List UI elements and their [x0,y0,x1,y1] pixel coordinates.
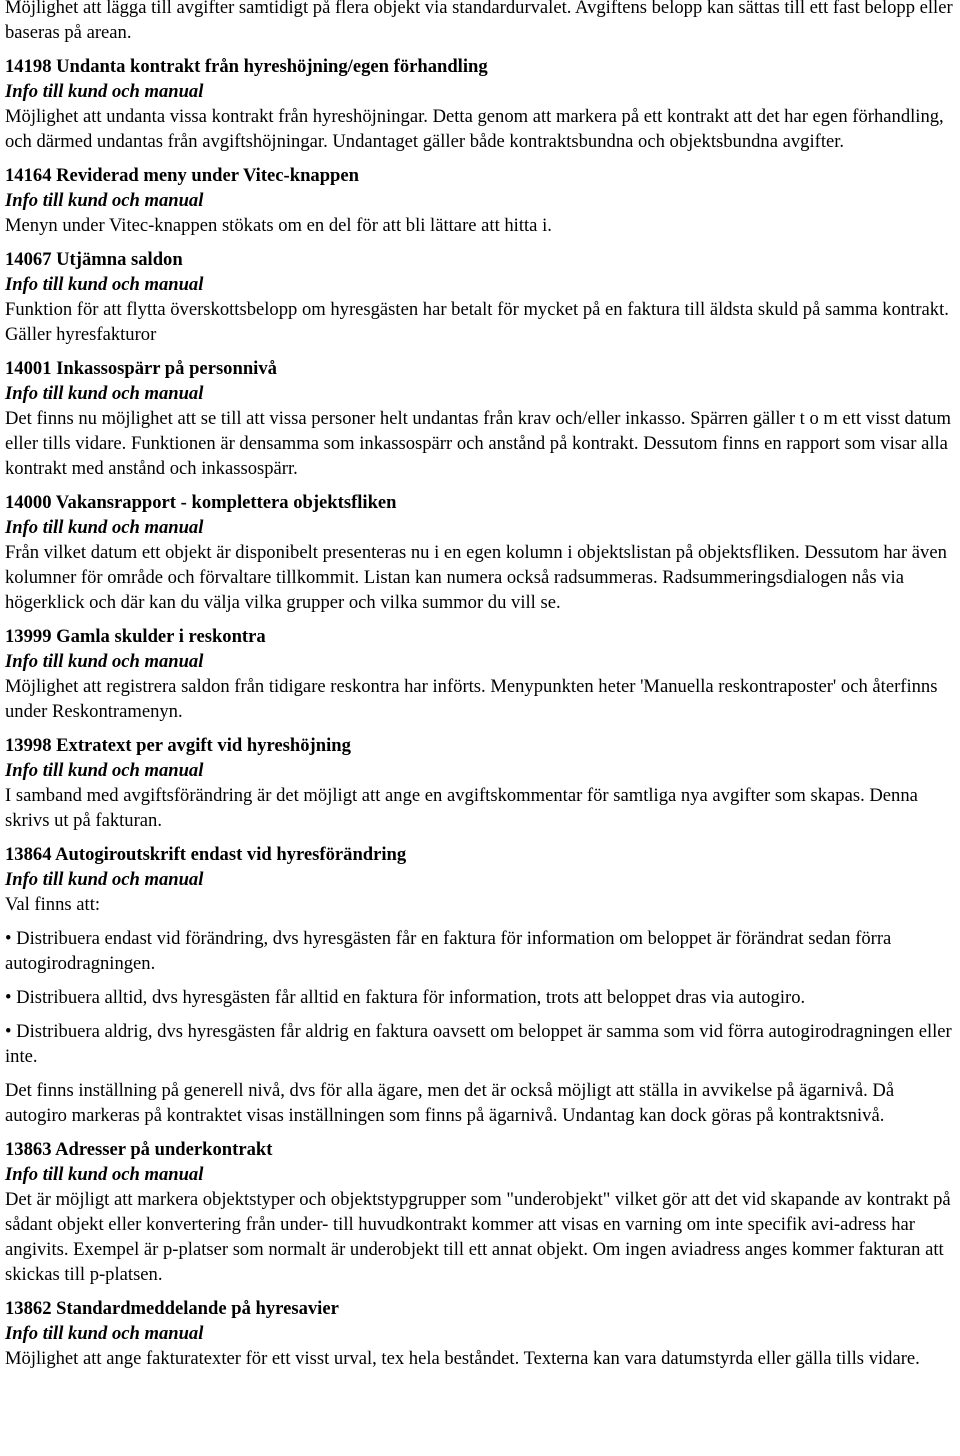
bullet-item [5,1019,955,1069]
release-note-entry [5,1137,955,1287]
entry-paragraph: Möjlighet att undanta vissa kontrakt från hyreshöjningar. Detta genom att markera på ett kontrakt att det har egen förhandling, och därmed undantas från avgiftshöjningar. Undantaget gäller både kontraktsbundna och objektsbundna avgifter. [5,106,944,152]
entry-title: 14000 Vakansrapport - komplettera objektsfliken [5,492,397,513]
entry-info-label: Info till kund och manual [5,190,204,211]
entry-paragraph: Funktion för att flytta överskottsbelopp om hyresgästen har betalt för mycket på en faktura till äldsta skuld på samma kontrakt. Gäller hyresfakturor [5,299,949,345]
entry-paragraph: Det finns nu möjlighet att se till att vissa personer helt undantas från krav och/eller inkasso. Spärren gäller t o m ett visst datum eller tills vidare. Funktionen är densamma som inkassospärr och anstånd på kontrakt. Dessutom finns en rapport som visar alla kontrakt med anstånd och inkassospärr. [5,408,951,479]
entry-info-label: Info till kund och manual [5,1323,204,1344]
bullet-item [5,985,955,1010]
release-note-entry [5,1296,955,1371]
release-note-entry [5,624,955,724]
entry-title: 14198 Undanta kontrakt från hyreshöjning/egen förhandling [5,56,488,77]
entry-paragraph: I samband med avgiftsförändring är det möjligt att ange en avgiftskommentar för samtliga nya avgifter som skapas. Denna skrivs ut på fakturan. [5,785,918,831]
entry-info-label: Info till kund och manual [5,1164,204,1185]
release-note-entry [5,163,955,238]
entry-title: 13998 Extratext per avgift vid hyreshöjning [5,735,351,756]
intro-paragraph: Möjlighet att lägga till avgifter samtidigt på flera objekt via standardurvalet. Avgiftens belopp kan sättas till ett fast belopp eller baseras på arean. [5,0,953,43]
bullet-icon: • [5,987,12,1008]
release-notes-list [5,54,955,1371]
entry-title: 13862 Standardmeddelande på hyresavier [5,1298,339,1319]
entry-title: 14001 Inkassospärr på personnivå [5,358,277,379]
entry-title: 13863 Adresser på underkontrakt [5,1139,273,1160]
entry-paragraph: Det är möjligt att markera objektstyper och objektstypgrupper som "underobjekt" vilket gör att det vid skapande av kontrakt på sådant objekt eller konvertering från under- till huvudkontrakt kommer att visas en varning om inte specifik avi-adress har angivits. Exempel är p-platser som normalt är underobjekt till ett annat objekt. Om ingen aviadress anges kommer fakturan att skickas till p-platsen. [5,1189,951,1285]
entry-info-label: Info till kund och manual [5,383,204,404]
entry-title: 13999 Gamla skulder i reskontra [5,626,266,647]
entry-paragraph: Möjlighet att registrera saldon från tidigare reskontra har införts. Menypunkten heter 'Manuella reskontraposter' och återfinns under Reskontramenyn. [5,676,938,722]
entry-info-label: Info till kund och manual [5,81,204,102]
entry-info-label: Info till kund och manual [5,517,204,538]
release-note-entry [5,733,955,833]
entry-paragraph: Möjlighet att ange fakturatexter för ett visst urval, tex hela beståndet. Texterna kan vara datumstyrda eller gälla tills vidare. [5,1348,920,1369]
entry-info-label: Info till kund och manual [5,760,204,781]
entry-info-label: Info till kund och manual [5,274,204,295]
entry-info-label: Info till kund och manual [5,651,204,672]
entry-paragraph: Val finns att: [5,894,101,915]
entry-info-label: Info till kund och manual [5,869,204,890]
entry-title: 13864 Autogiroutskrift endast vid hyresförändring [5,844,407,865]
release-note-entry [5,490,955,615]
entry-paragraph: Från vilket datum ett objekt är disponibelt presenteras nu i en egen kolumn i objektslistan på objektsfliken. Dessutom har även kolumner för område och förvaltare tillkommit. Listan kan numera också radsummeras. Radsummeringsdialogen nås via högerklick och där kan du välja vilka grupper och vilka summor du vill se. [5,542,947,613]
bullet-text: Distribuera aldrig, dvs hyresgästen får aldrig en faktura oavsett om beloppet är samma som vid förra autogirodragningen eller inte. [5,1021,952,1067]
bullet-text: Distribuera endast vid förändring, dvs hyresgästen får en faktura för information om beloppet är förändrat sedan förra autogirodragningen. [5,928,892,974]
entry-title: 14164 Reviderad meny under Vitec-knappen [5,165,359,186]
release-note-entry [5,842,955,1128]
entry-paragraph: Menyn under Vitec-knappen stökats om en del för att bli lättare att hitta i. [5,215,552,236]
bullet-text: Distribuera alltid, dvs hyresgästen får alltid en faktura för information, trots att beloppet dras via autogiro. [16,987,806,1008]
bullet-item [5,926,955,976]
bullet-icon: • [5,928,12,949]
bullet-icon: • [5,1021,12,1042]
release-note-entry [5,247,955,347]
entry-title: 14067 Utjämna saldon [5,249,183,270]
release-note-entry [5,54,955,154]
entry-paragraph: Det finns inställning på generell nivå, dvs för alla ägare, men det är också möjligt att ställa in avvikelse på ägarnivå. Då autogiro markeras på kontraktet visas inställningen som finns på ägarnivå. Undantag kan dock göras på kontraktsnivå. [5,1080,895,1126]
release-note-entry [5,356,955,481]
